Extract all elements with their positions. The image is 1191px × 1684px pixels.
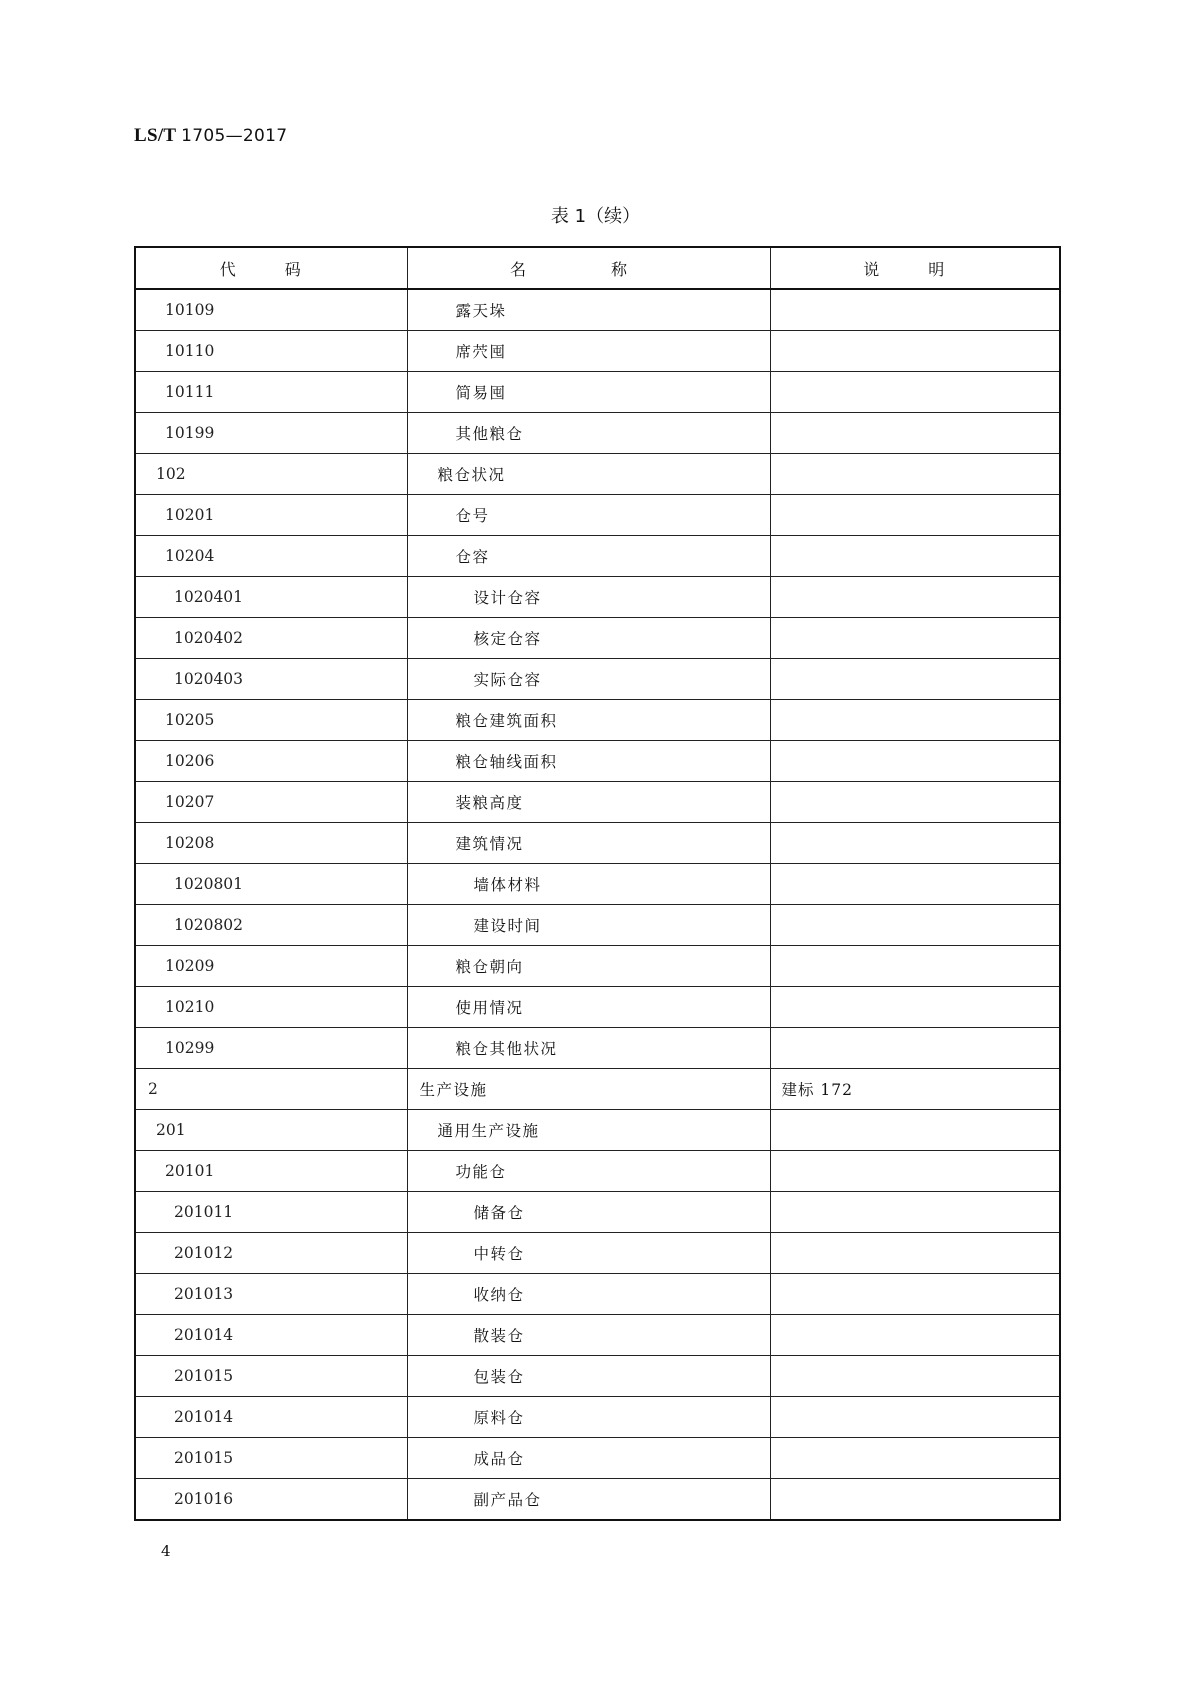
row-note [770,413,1060,454]
table-row [135,700,1060,741]
row-code: 10109 [135,289,407,331]
row-code: 10299 [135,1028,407,1069]
table-row [135,1479,1060,1521]
row-code: 10110 [135,331,407,372]
table-row [135,741,1060,782]
row-name: 仓容 [407,536,770,577]
table-row [135,1438,1060,1479]
table-row [135,618,1060,659]
row-note [770,289,1060,331]
row-code: 201014 [135,1397,407,1438]
row-code: 1020402 [135,618,407,659]
row-note [770,454,1060,495]
table-row [135,987,1060,1028]
row-name: 粮仓轴线面积 [407,741,770,782]
row-code: 10199 [135,413,407,454]
row-name: 席茓囤 [407,331,770,372]
row-note [770,577,1060,618]
table-row [135,659,1060,700]
table-row [135,823,1060,864]
row-name: 粮仓建筑面积 [407,700,770,741]
page-number: 4 [161,1542,171,1560]
table-row [135,946,1060,987]
row-note [770,1438,1060,1479]
row-code: 201014 [135,1315,407,1356]
row-note [770,331,1060,372]
row-name: 建筑情况 [407,823,770,864]
code-table [134,246,1061,1521]
row-code: 10210 [135,987,407,1028]
table-row [135,864,1060,905]
row-name: 建设时间 [407,905,770,946]
row-name: 通用生产设施 [407,1110,770,1151]
standard-number: 1705—2017 [181,126,288,146]
row-code: 1020401 [135,577,407,618]
table-row [135,1315,1060,1356]
row-code: 10111 [135,372,407,413]
row-name: 仓号 [407,495,770,536]
row-note [770,905,1060,946]
row-name: 功能仓 [407,1151,770,1192]
table-row [135,1233,1060,1274]
table-row [135,454,1060,495]
table-row [135,782,1060,823]
row-code: 1020801 [135,864,407,905]
row-note [770,700,1060,741]
table-row [135,1356,1060,1397]
row-code: 10201 [135,495,407,536]
row-note [770,1151,1060,1192]
row-note [770,987,1060,1028]
table-row [135,372,1060,413]
row-name: 墙体材料 [407,864,770,905]
row-note [770,536,1060,577]
table-row [135,577,1060,618]
table-row [135,331,1060,372]
table-row [135,1151,1060,1192]
row-code: 1020403 [135,659,407,700]
row-note [770,741,1060,782]
row-note [770,659,1060,700]
table-row [135,905,1060,946]
row-name: 装粮高度 [407,782,770,823]
row-code: 201015 [135,1438,407,1479]
row-name: 成品仓 [407,1438,770,1479]
row-note [770,1192,1060,1233]
table-body [135,289,1060,1520]
row-name: 收纳仓 [407,1274,770,1315]
row-name: 副产品仓 [407,1479,770,1521]
row-note [770,1479,1060,1521]
table-row [135,413,1060,454]
row-note [770,495,1060,536]
row-note [770,1397,1060,1438]
row-note [770,823,1060,864]
row-name: 其他粮仓 [407,413,770,454]
row-name: 储备仓 [407,1192,770,1233]
table-header-row [135,247,1060,289]
row-code: 20101 [135,1151,407,1192]
row-code: 10209 [135,946,407,987]
row-code: 201015 [135,1356,407,1397]
row-name: 粮仓状况 [407,454,770,495]
row-note [770,1356,1060,1397]
row-code: 10204 [135,536,407,577]
row-name: 设计仓容 [407,577,770,618]
table-row [135,1397,1060,1438]
row-note [770,1028,1060,1069]
row-code: 201013 [135,1274,407,1315]
header-name: 名 称 [407,247,770,289]
standard-code [134,125,287,147]
table-row [135,495,1060,536]
row-note [770,372,1060,413]
row-note [770,946,1060,987]
row-code: 201016 [135,1479,407,1521]
table-title: 表 1（续） [550,206,641,227]
row-code: 1020802 [135,905,407,946]
row-code: 201011 [135,1192,407,1233]
table-row [135,1028,1060,1069]
row-name: 散装仓 [407,1315,770,1356]
row-name: 使用情况 [407,987,770,1028]
row-name: 露天垛 [407,289,770,331]
row-code: 10205 [135,700,407,741]
table-row [135,289,1060,331]
row-note [770,1110,1060,1151]
row-name: 包装仓 [407,1356,770,1397]
header-code: 代 码 [135,247,407,289]
row-code: 201 [135,1110,407,1151]
row-code: 10208 [135,823,407,864]
row-code: 201012 [135,1233,407,1274]
row-name: 中转仓 [407,1233,770,1274]
table-row [135,536,1060,577]
table-row [135,1274,1060,1315]
row-name: 原料仓 [407,1397,770,1438]
row-name: 核定仓容 [407,618,770,659]
row-note [770,1315,1060,1356]
header-note: 说 明 [770,247,1060,289]
standard-prefix: LS/T [134,125,177,146]
row-code: 10207 [135,782,407,823]
row-name: 生产设施 [407,1069,770,1110]
row-note [770,1233,1060,1274]
table-row [135,1192,1060,1233]
row-name: 实际仓容 [407,659,770,700]
row-note [770,618,1060,659]
row-note [770,782,1060,823]
row-name: 粮仓朝向 [407,946,770,987]
row-note: 建标 172 [770,1069,1060,1110]
row-code: 102 [135,454,407,495]
row-note [770,864,1060,905]
table-row [135,1110,1060,1151]
row-name: 简易囤 [407,372,770,413]
row-code: 2 [135,1069,407,1110]
table-row [135,1069,1060,1110]
row-note [770,1274,1060,1315]
row-name: 粮仓其他状况 [407,1028,770,1069]
row-code: 10206 [135,741,407,782]
